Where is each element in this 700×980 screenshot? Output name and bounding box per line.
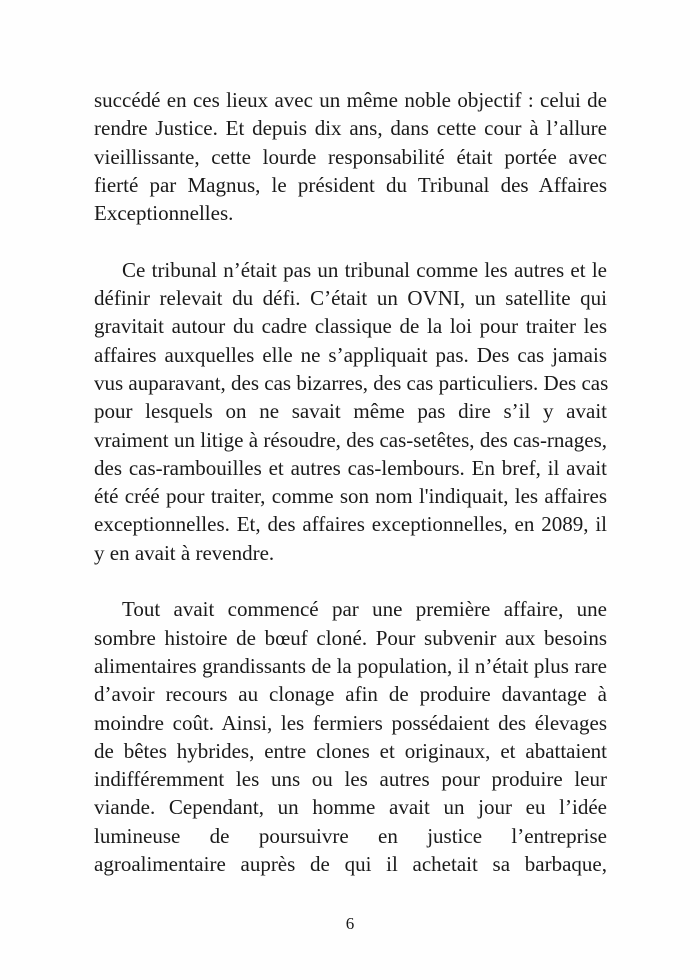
text-line: de bêtes hybrides, entre clones et originaux, et abattaient bbox=[94, 738, 607, 763]
text-line: indifféremment les uns ou les autres pour produire leur bbox=[94, 767, 607, 792]
text-line: gravitait autour du cadre classique de la loi pour traiter les bbox=[94, 314, 607, 339]
text-line: affaires auxquelles elle ne s’appliquait pas. Des cas jamais bbox=[94, 342, 607, 367]
page-number: 6 bbox=[345, 914, 355, 933]
text-line: Tout avait commencé par une première affaire, une bbox=[122, 597, 607, 622]
text-line: fierté par Magnus, le président du Tribunal des Affaires bbox=[94, 172, 607, 197]
text-line: sombre histoire de bœuf cloné. Pour subvenir aux besoins bbox=[94, 625, 607, 650]
text-line: rendre Justice. Et depuis dix ans, dans cette cour à l’allure bbox=[94, 116, 607, 141]
text-line: vraiment un litige à résoudre, des cas-setêtes, des cas-rnages, bbox=[94, 427, 607, 452]
text-line: définir relevait du défi. C’était un OVNI, un satellite qui bbox=[94, 286, 607, 311]
text-line: agroalimentaire auprès de qui il achetait sa barbaque, bbox=[94, 852, 607, 877]
body-text bbox=[94, 86, 607, 907]
text-line: vieillissante, cette lourde responsabilité était portée avec bbox=[94, 144, 607, 169]
paragraph-3 bbox=[94, 595, 607, 878]
text-line: succédé en ces lieux avec un même noble objectif : celui de bbox=[94, 88, 607, 112]
paragraph-1 bbox=[94, 86, 607, 227]
paragraph-2 bbox=[94, 256, 607, 567]
text-line: Ce tribunal n’était pas un tribunal comme les autres et le bbox=[122, 257, 607, 282]
text-line: été créé pour traiter, comme son nom l'indiquait, les affaires bbox=[94, 484, 607, 509]
text-line: moindre coût. Ainsi, les fermiers possédaient des élevages bbox=[94, 710, 607, 735]
text-line: y en avait à revendre. bbox=[94, 540, 275, 565]
text-line: viande. Cependant, un homme avait un jour eu l’idée bbox=[94, 795, 607, 820]
text-line: d’avoir recours au clonage afin de produire davantage à bbox=[94, 682, 607, 707]
text-line: alimentaires grandissants de la population, il n’était plus rare bbox=[94, 653, 607, 678]
text-line: pour lesquels on ne savait même pas dire s’il y avait bbox=[94, 399, 607, 424]
text-line: exceptionnelles. Et, des affaires exceptionnelles, en 2089, il bbox=[94, 512, 607, 537]
text-line: vus auparavant, des cas bizarres, des cas particuliers. Des cas bbox=[94, 370, 609, 395]
text-line: des cas-rambouilles et autres cas-lembours. En bref, il avait bbox=[94, 455, 607, 480]
text-line: lumineuse de poursuivre en justice l’entreprise bbox=[94, 823, 607, 848]
text-line: Exceptionnelles. bbox=[94, 201, 234, 226]
